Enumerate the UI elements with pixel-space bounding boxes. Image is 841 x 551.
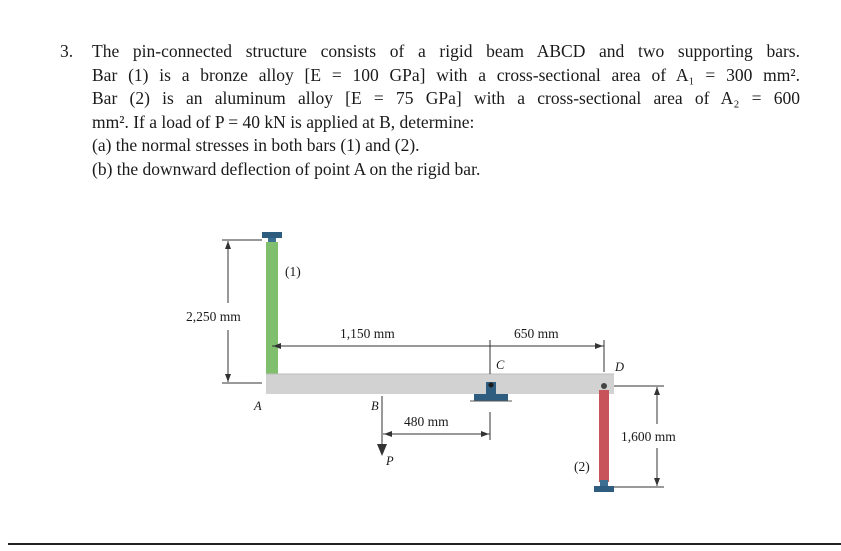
bar1 [266, 242, 278, 380]
point-c-label: C [496, 358, 505, 372]
bottom-rule [8, 543, 841, 545]
problem-line-3: Bar (2) is an aluminum alloy [E = 75 GPa] with a cross-sectional area of A₂ = 600 [92, 88, 800, 109]
load-p-label: P [386, 454, 394, 468]
point-a-label: A [254, 399, 262, 413]
problem-line-4: mm². If a load of P = 40 kN is applied at B, determine: [92, 111, 475, 132]
bar2 [599, 390, 609, 482]
dim-bar2-arrow-top [654, 387, 660, 395]
bar1-top-support [262, 232, 282, 238]
rigid-beam [266, 374, 614, 394]
dim-cd-arrow-right [595, 343, 603, 349]
problem-line-5: (a) the normal stresses in both bars (1) and (2). [92, 135, 420, 156]
dim-a-to-c: 1,150 mm [340, 326, 395, 341]
dim-bar1-arrow-bottom [225, 374, 231, 382]
bar1-label: (1) [285, 264, 301, 279]
dim-bc-arrow-left [384, 431, 392, 437]
dim-bar1-length: 2,250 mm [186, 309, 241, 324]
support-c-base [474, 394, 508, 401]
dim-bar2-length: 1,600 mm [621, 429, 676, 444]
support-c-pin-center [489, 383, 494, 388]
dim-bc-arrow-right [481, 431, 489, 437]
dim-bar2-arrow-bottom [654, 478, 660, 486]
dim-c-to-d: 650 mm [514, 326, 559, 341]
dim-b-to-c: 480 mm [404, 414, 449, 429]
point-d-label: D [615, 360, 625, 374]
problem-line-1: The pin-connected structure consists of a rigid beam ABCD and two supporting bars. [92, 41, 800, 61]
problem-line-2: Bar (1) is a bronze alloy [E = 100 GPa] with a cross-sectional area of A₁ = 300 mm². [92, 64, 800, 85]
dim-bar1-arrow-top [225, 241, 231, 249]
problem-number: 3. [60, 41, 74, 61]
bar2-bottom-support [594, 486, 614, 492]
point-b-label: B [371, 399, 379, 413]
problem-line-6: (b) the downward deflection of point A on the rigid bar. [92, 158, 481, 179]
bar2-top-pin [601, 383, 607, 389]
bar2-bottom-pin [600, 480, 608, 486]
bar2-label: (2) [574, 459, 590, 474]
